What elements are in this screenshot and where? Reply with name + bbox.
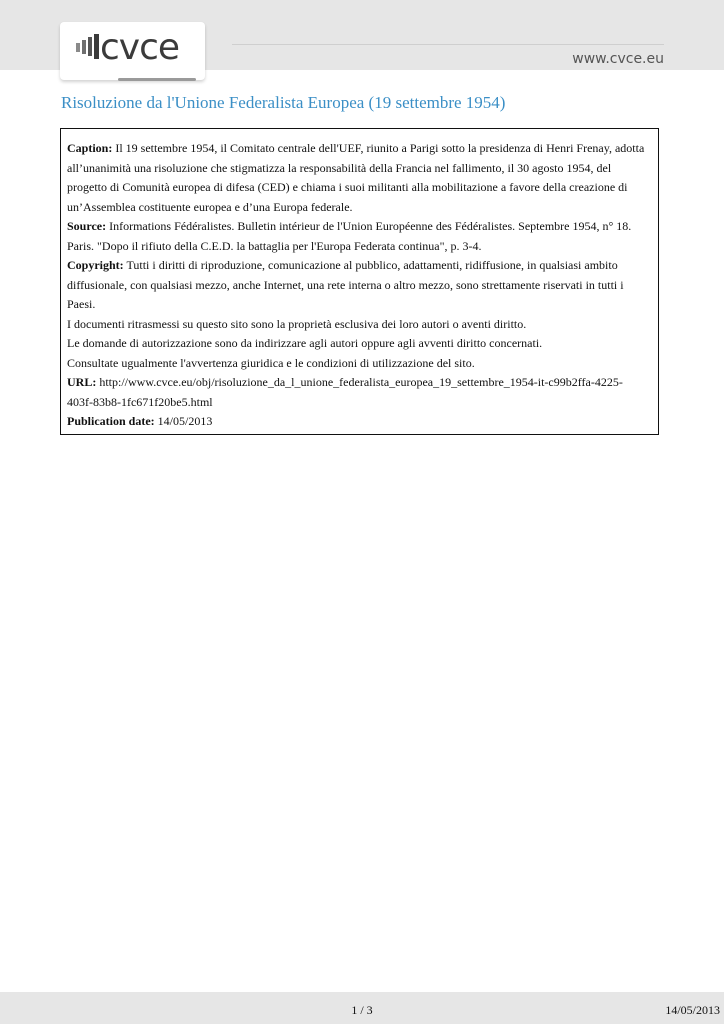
logo-underline [118, 78, 196, 81]
header-divider [232, 44, 664, 45]
url-text[interactable]: http://www.cvce.eu/obj/risoluzione_da_l_unione_federalista_europea_19_settembre_1954-it-c99b2ffa-4225-403f-83b8-1fc671f20be5.html [67, 375, 623, 409]
caption-text: Il 19 settembre 1954, il Comitato centrale dell'UEF, riunito a Parigi sotto la presidenza di Henri Frenay, adotta all’unanimità una risoluzione che stigmatizza la responsabilità della Francia nel fallimento, il 30 agosto 1954, del progetto di Comunità europea di difesa (CED) e chiama i suoi militanti alla mobilitazione a favore della creazione di un’Assemblea costituente europea e d’una Europa federale. [67, 141, 645, 214]
site-url[interactable]: www.cvce.eu [572, 51, 664, 67]
logo-text: cvce [100, 27, 180, 68]
logo-swoosh-icon [74, 32, 102, 62]
url-paragraph [67, 373, 647, 412]
publication-date-paragraph [67, 412, 647, 432]
rights-line-3: Consultate ugualmente l'avvertenza giuridica e le condizioni di utilizzazione del sito. [67, 355, 475, 370]
publication-date-value: 14/05/2013 [157, 414, 213, 428]
source-paragraph [67, 217, 647, 256]
source-text: Informations Fédéralistes. Bulletin intérieur de l'Union Européenne des Fédéralistes. Septembre 1954, n° 18. Paris. "Dopo il rifiuto della C.E.D. la battaglia per l'Europa Federata continua", p. 3-4. [67, 219, 632, 253]
document-title: Risoluzione da l'Unione Federalista Europea (19 settembre 1954) [61, 93, 506, 112]
copyright-paragraph [67, 256, 647, 315]
url-label: URL: [67, 375, 97, 389]
source-label: Source: [67, 219, 107, 233]
copyright-label: Copyright: [67, 258, 124, 272]
copyright-text: Tutti i diritti di riproduzione, comunicazione al pubblico, adattamenti, ridiffusione, in qualsiasi ambito diffusionale, con qualsiasi mezzo, anche Internet, una rete interna o altro mezzo, sono strettamente riservati in tutti i Paesi. [67, 258, 624, 311]
rights-line-1: I documenti ritrasmessi su questo sito sono la proprietà esclusiva dei loro autori o aventi diritto. [67, 316, 527, 331]
page-number: 1 / 3 [351, 1003, 373, 1017]
document-info-box [60, 128, 659, 435]
rights-line-2: Le domande di autorizzazione sono da indirizzare agli autori oppure agli avventi diritto concernati. [67, 336, 543, 350]
caption-paragraph [67, 139, 647, 217]
publication-date-label: Publication date: [67, 414, 155, 428]
footer-date: 14/05/2013 [665, 1003, 720, 1017]
caption-label: Caption: [67, 141, 113, 155]
